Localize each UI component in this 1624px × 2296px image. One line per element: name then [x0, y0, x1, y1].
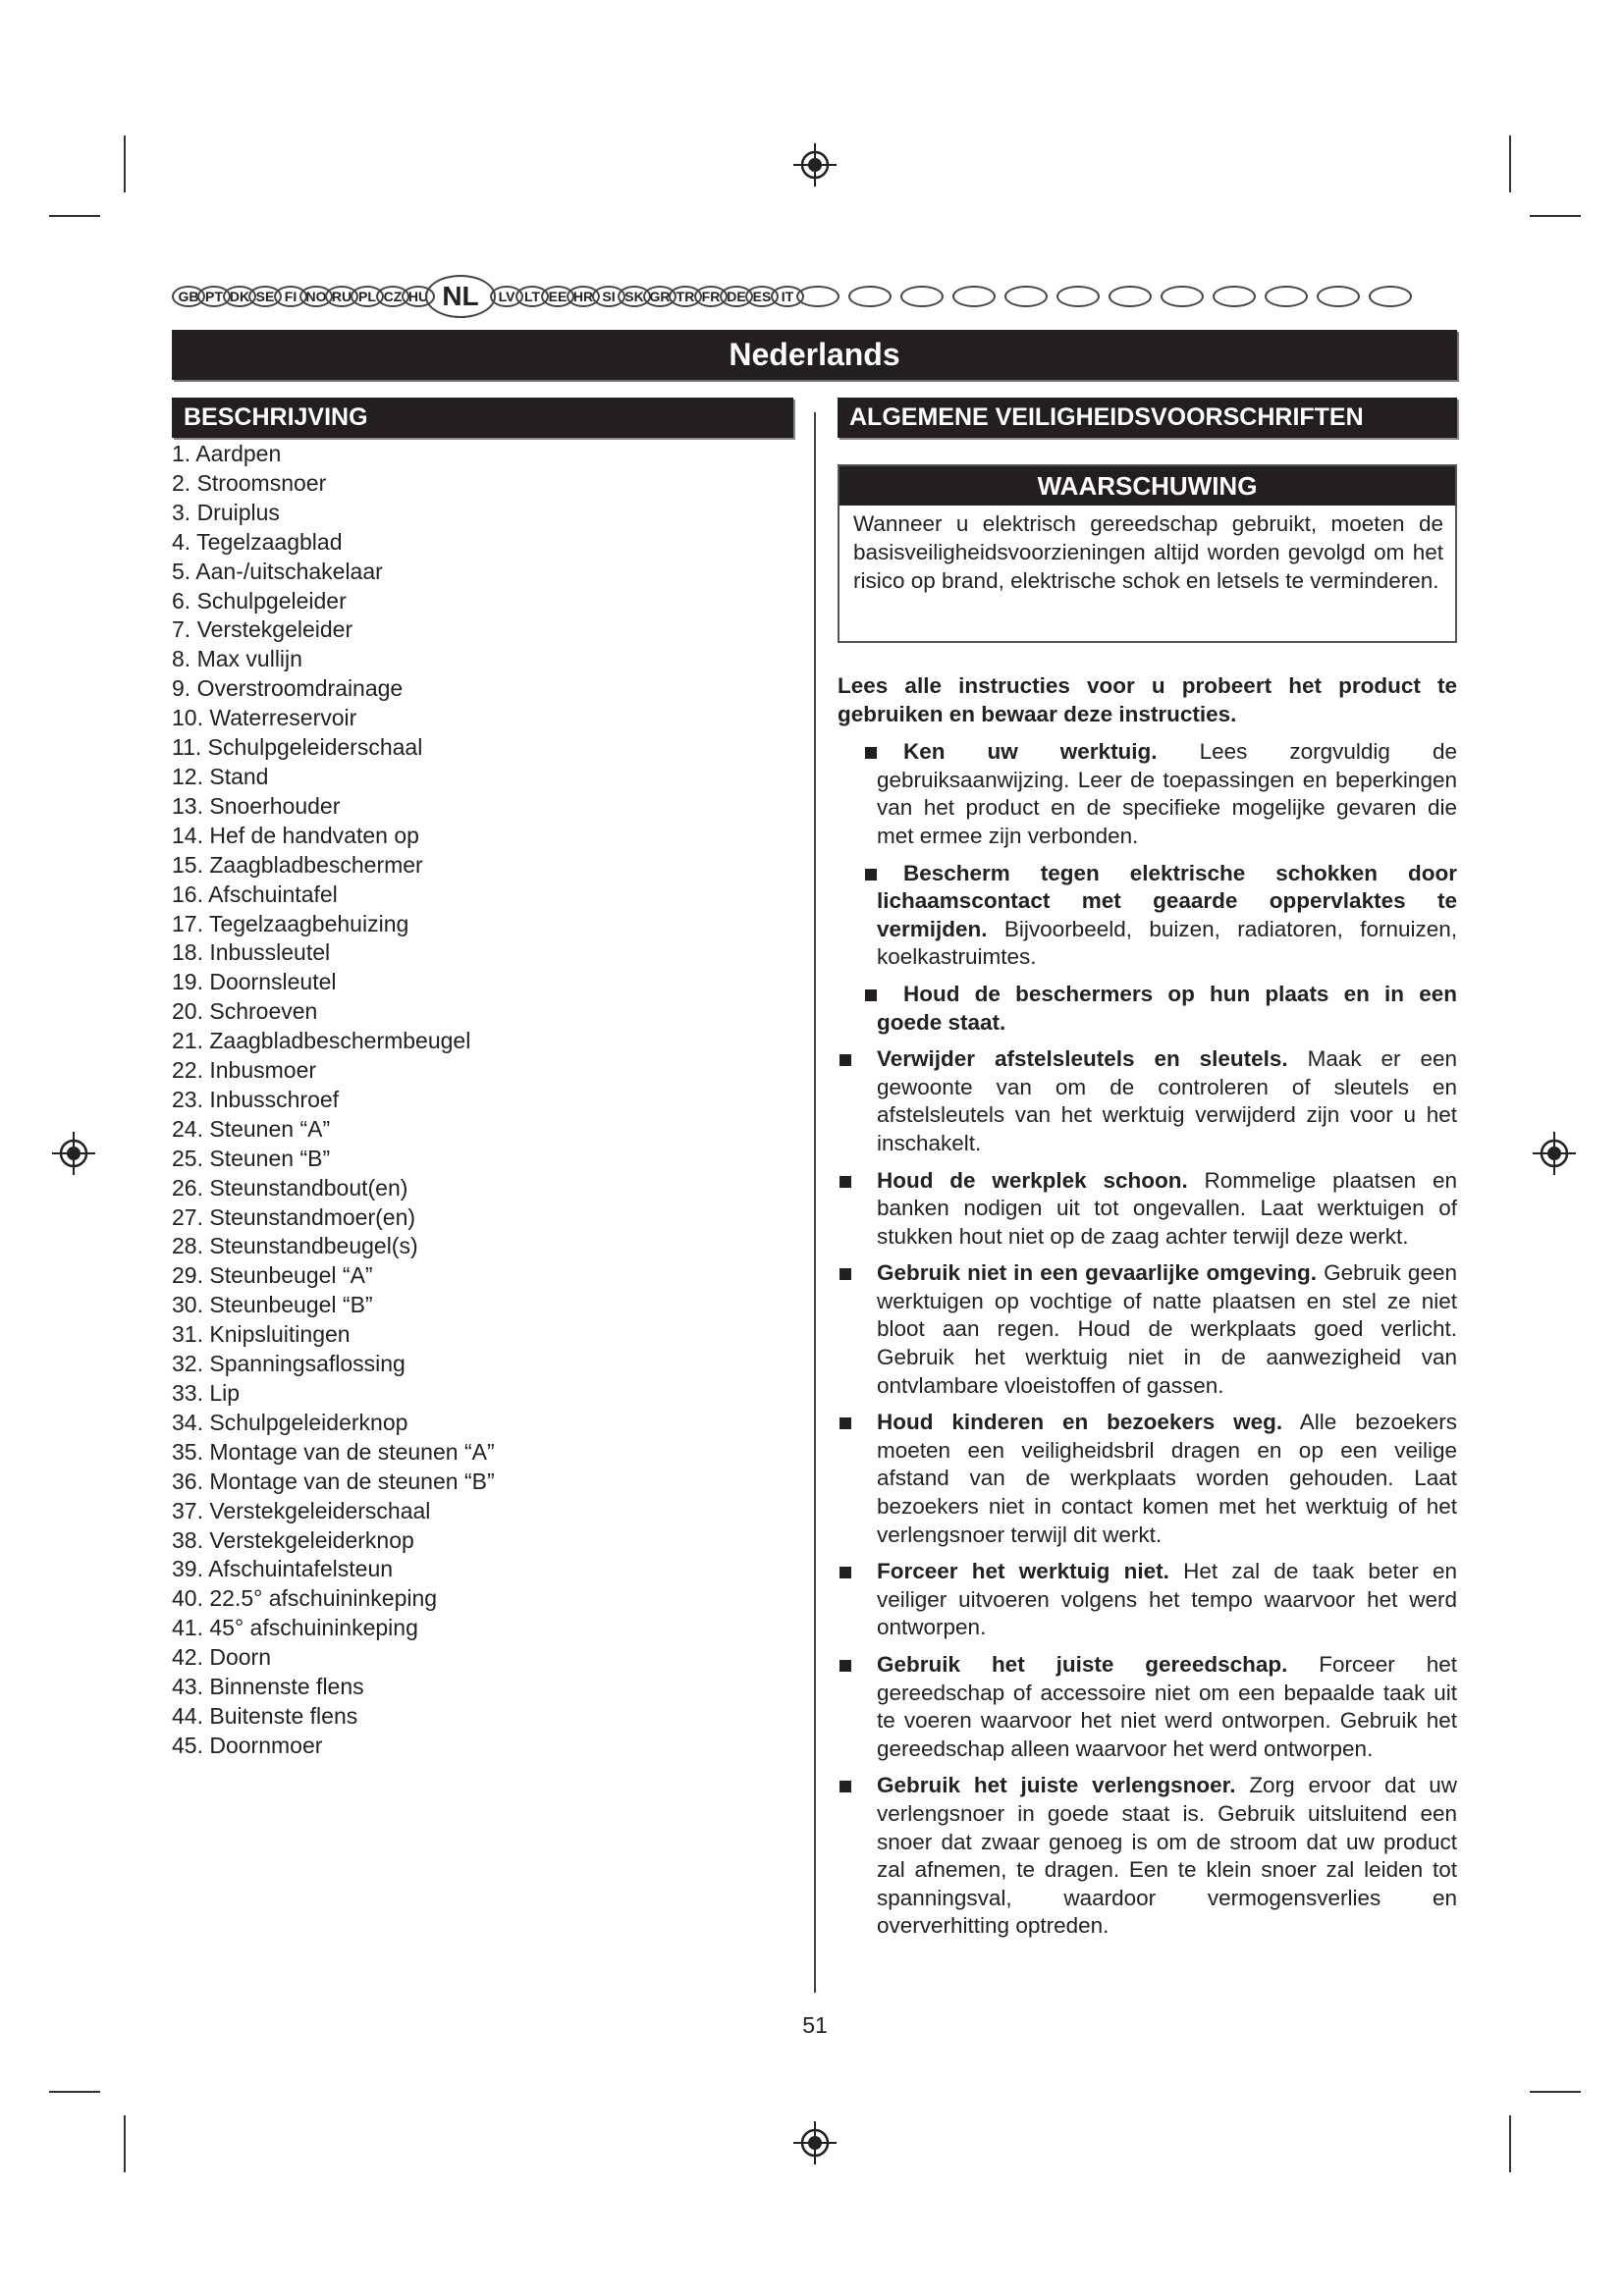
safety-item-body: Forceer het gereedschap of accessoire niet om een bepaalde taak uit te voeren waarvoor het niet werd ontworpen. Gebruik het gereedschap alleen waarvoor het werd ontworpen. — [877, 1652, 1457, 1761]
safety-item-title: Bescherm tegen elektrische schokken door lichaamscontact met geaarde oppervlaktes te vermijden. — [877, 860, 1457, 941]
language-tab-hr: HR — [567, 286, 600, 307]
list-item: 10. Waterreservoir — [172, 705, 357, 731]
language-tab-pl: PL — [351, 286, 384, 307]
list-item: 33. Lip — [172, 1380, 241, 1406]
list-item: 13. Snoerhouder — [172, 792, 341, 819]
safety-item-text — [877, 1168, 1457, 1249]
safety-item-title: Gebruik het juiste verlengsnoer. — [877, 1773, 1236, 1798]
language-tab-ru: RU — [325, 286, 358, 307]
safety-item-title: Ken uw werktuig. — [903, 739, 1158, 765]
safety-item-title: Gebruik niet in een gevaarlijke omgeving. — [877, 1260, 1317, 1286]
page-number: 51 — [802, 2012, 828, 2038]
crop-mark — [1530, 215, 1581, 217]
list-item: 42. Doorn — [172, 1644, 272, 1671]
language-tab-empty — [1109, 286, 1152, 307]
intro-text: Lees alle instructies voor u probeert het product te gebruiken en bewaar deze instructies. — [838, 673, 1457, 726]
bullet-square-icon — [865, 747, 877, 759]
safety-item-text — [877, 1652, 1457, 1761]
crop-mark — [49, 2091, 100, 2093]
list-item: 27. Steunstandmoer(en) — [172, 1203, 416, 1230]
safety-item-text — [877, 1410, 1457, 1546]
language-tab-empty — [1369, 286, 1412, 307]
safety-item — [838, 1651, 1457, 1763]
safety-item — [838, 1167, 1457, 1252]
list-item: 39. Afschuintafelsteun — [172, 1556, 394, 1582]
list-item: 23. Inbusschroef — [172, 1086, 340, 1112]
list-item: 38. Verstekgeleiderknop — [172, 1526, 414, 1553]
safety-item — [838, 1558, 1457, 1642]
list-item: 37. Verstekgeleiderschaal — [172, 1497, 431, 1523]
safety-item-title: Gebruik het juiste gereedschap. — [877, 1652, 1288, 1677]
bullet-square-icon — [865, 989, 877, 1001]
language-tab-empty — [1213, 286, 1256, 307]
registration-mark-icon — [793, 143, 837, 187]
safety-instructions — [838, 672, 1457, 1949]
crop-mark — [1509, 135, 1511, 192]
list-item: 28. Steunstandbeugel(s) — [172, 1233, 418, 1259]
list-item: 45. Doornmoer — [172, 1732, 323, 1758]
list-item: 29. Steunbeugel “A” — [172, 1262, 373, 1289]
crop-mark — [1530, 2091, 1581, 2093]
safety-item-text — [877, 981, 1457, 1037]
language-tabs — [172, 277, 1458, 316]
language-tab-de: DE — [720, 286, 753, 307]
bullet-square-icon — [839, 1268, 851, 1280]
language-tab-cz: CZ — [376, 286, 409, 307]
safety-item-text — [877, 738, 1457, 850]
language-tab-no: NO — [299, 286, 333, 307]
list-item: 17. Tegelzaagbehuizing — [172, 910, 409, 936]
safety-item-text — [877, 1559, 1457, 1639]
language-tab-empty — [848, 286, 892, 307]
list-item: 19. Doornsleutel — [172, 969, 337, 995]
language-tab-empty — [1265, 286, 1308, 307]
list-item: 31. Knipsluitingen — [172, 1321, 351, 1348]
list-item: 43. Binnenste flens — [172, 1674, 364, 1700]
warning-box — [838, 464, 1457, 643]
bullet-square-icon — [839, 1567, 851, 1578]
language-tab-fi: FI — [274, 286, 307, 307]
safety-item — [838, 738, 1457, 850]
language-tab-it: IT — [771, 286, 804, 307]
list-item: 3. Druiplus — [172, 499, 280, 525]
language-tab-empty — [1317, 286, 1360, 307]
language-tab-si: SI — [592, 286, 625, 307]
safety-item-title: Houd de beschermers op hun plaats en in een goede staat. — [877, 981, 1457, 1035]
list-item: 12. Stand — [172, 763, 269, 789]
safety-item — [838, 1045, 1457, 1157]
list-item: 32. Spanningsaflossing — [172, 1351, 406, 1377]
language-tab-sk: SK — [618, 286, 651, 307]
safety-item-body: Maak er een gewoonte van om de controleren of sleutels en afstelsleutels van het werktuig verwijderd zijn voor u het inschakelt. — [877, 1046, 1457, 1155]
safety-item — [838, 981, 1457, 1037]
safety-items — [838, 738, 1457, 1941]
list-item: 44. Buitenste flens — [172, 1702, 358, 1729]
language-tab-fr: FR — [694, 286, 728, 307]
list-item: 2. Stroomsnoer — [172, 469, 327, 496]
list-item: 6. Schulpgeleider — [172, 587, 347, 614]
bullet-square-icon — [839, 1417, 851, 1429]
bullet-square-icon — [865, 869, 877, 881]
warning-title: WAARSCHUWING — [839, 466, 1455, 506]
language-tab-empty — [1161, 286, 1204, 307]
bullet-square-icon — [839, 1781, 851, 1792]
bullet-square-icon — [839, 1660, 851, 1672]
page-title: Nederlands — [172, 330, 1457, 380]
section-heading-description: BESCHRIJVING — [172, 398, 793, 438]
safety-item-body: Bijvoorbeeld, buizen, radiatoren, fornuizen, koelkastruimtes. — [877, 916, 1457, 970]
safety-item-text — [877, 1260, 1457, 1397]
safety-item-body: Alle bezoekers moeten een veiligheidsbril dragen en op een veilige afstand van de werkplaats worden gehouden. Laat bezoekers niet in contact komen met het werktuig of het verlengsnoer terwijl dit werkt. — [877, 1410, 1458, 1547]
safety-item-text — [877, 1773, 1457, 1938]
list-item: 26. Steunstandbout(en) — [172, 1174, 408, 1201]
list-item: 20. Schroeven — [172, 998, 318, 1025]
list-item: 11. Schulpgeleiderschaal — [172, 734, 423, 761]
language-tab-empty — [900, 286, 944, 307]
language-tab-empty — [1056, 286, 1100, 307]
warning-text: Wanneer u elektrisch gereedschap gebruikt, moeten de basisveiligheidsvoorzieningen altijd worden gevolgd om het risico op brand, elektrische schok en letsels te verminderen. — [853, 511, 1443, 593]
list-item: 4. Tegelzaagblad — [172, 528, 343, 555]
language-tab-es: ES — [745, 286, 779, 307]
registration-mark-icon — [52, 1132, 95, 1175]
safety-item-body: Rommelige plaatsen en banken nodigen uit tot ongevallen. Laat werktuigen of stukken hout niet op de zaag achter terwijl deze werkt. — [877, 1167, 1457, 1249]
list-item: 18. Inbussleutel — [172, 939, 331, 966]
bullet-square-icon — [839, 1176, 851, 1188]
list-item: 30. Steunbeugel “B” — [172, 1292, 373, 1318]
safety-item-text — [877, 860, 1457, 972]
language-tab-dk: DK — [223, 286, 256, 307]
registration-mark-icon — [793, 2121, 837, 2164]
safety-item — [838, 1772, 1457, 1941]
list-item: 15. Zaagbladbeschermer — [172, 851, 423, 878]
safety-item-body: Het zal de taak beter en veiliger uitvoeren volgens het tempo waarvoor het werd ontworpen. — [877, 1559, 1457, 1640]
list-item: 24. Steunen “A” — [172, 1115, 331, 1142]
safety-item-body: Zorg ervoor dat uw verlengsnoer in goede staat is. Gebruik uitsluitend een snoer dat zwaar genoeg is om de stroom dat uw product zal afnemen, te dragen. Een te klein snoer zal leiden tot spanningsval, waardoor vermogensverlies en oververhitting optreden. — [877, 1773, 1457, 1939]
safety-item — [838, 860, 1457, 972]
column-divider — [814, 412, 816, 1993]
safety-item — [838, 1259, 1457, 1400]
list-item: 35. Montage van de steunen “A” — [172, 1438, 495, 1465]
list-item: 25. Steunen “B” — [172, 1145, 331, 1171]
list-item: 34. Schulpgeleiderknop — [172, 1409, 408, 1435]
safety-item-text — [877, 1046, 1457, 1155]
crop-mark — [1509, 2115, 1511, 2172]
safety-item-title: Verwijder afstelsleutels en sleutels. — [877, 1046, 1288, 1072]
crop-mark — [124, 135, 126, 192]
safety-item-title: Houd kinderen en bezoekers weg. — [877, 1410, 1283, 1435]
language-tab-gb: GB — [172, 286, 205, 307]
language-tab-lt: LT — [515, 286, 549, 307]
list-item: 7. Verstekgeleider — [172, 616, 353, 643]
list-item: 5. Aan-/uitschakelaar — [172, 558, 383, 584]
list-item: 21. Zaagbladbeschermbeugel — [172, 1028, 471, 1054]
list-item: 22. Inbusmoer — [172, 1057, 317, 1084]
list-item: 36. Montage van de steunen “B” — [172, 1468, 495, 1494]
list-item: 8. Max vullijn — [172, 646, 302, 672]
bullet-square-icon — [839, 1054, 851, 1066]
language-tab-pt: PT — [197, 286, 231, 307]
crop-mark — [49, 215, 100, 217]
language-tab-lv: LV — [490, 286, 523, 307]
list-item: 14. Hef de handvaten op — [172, 822, 419, 848]
language-tab-ee: EE — [541, 286, 574, 307]
language-tab-empty — [796, 286, 839, 307]
safety-item-title: Forceer het werktuig niet. — [877, 1559, 1169, 1584]
safety-item-body: Gebruik geen werktuigen op vochtige of natte plaatsen en stel ze niet bloot aan regen. Houd de werkplaats goed verlicht. Gebruik het werktuig niet in de aanwezigheid van ontvlambare vloeistoffen of gassen. — [877, 1260, 1457, 1398]
language-tab-hu: HU — [402, 286, 435, 307]
parts-list — [172, 440, 793, 1761]
language-tab-gr: GR — [643, 286, 677, 307]
list-item: 40. 22.5° afschuininkeping — [172, 1585, 438, 1612]
list-item: 1. Aardpen — [172, 441, 282, 466]
list-item: 16. Afschuintafel — [172, 881, 338, 907]
language-tab-empty — [952, 286, 996, 307]
language-tab-tr: TR — [669, 286, 702, 307]
language-tab-empty — [1004, 286, 1048, 307]
list-item: 41. 45° afschuininkeping — [172, 1615, 418, 1641]
safety-item-body: Lees zorgvuldig de gebruiksaanwijzing. Leer de toepassingen en beperkingen van het product en de specifieke mogelijke gevaren die met ermee zijn verbonden. — [877, 739, 1457, 848]
registration-mark-icon — [1533, 1132, 1576, 1175]
section-heading-safety: ALGEMENE VEILIGHEIDSVOORSCHRIFTEN — [838, 398, 1457, 438]
safety-item — [838, 1409, 1457, 1549]
language-tab-se: SE — [248, 286, 282, 307]
list-item: 9. Overstroomdrainage — [172, 675, 404, 702]
safety-item-title: Houd de werkplek schoon. — [877, 1167, 1188, 1193]
language-tab-nl: NL — [425, 275, 496, 318]
crop-mark — [124, 2115, 126, 2172]
